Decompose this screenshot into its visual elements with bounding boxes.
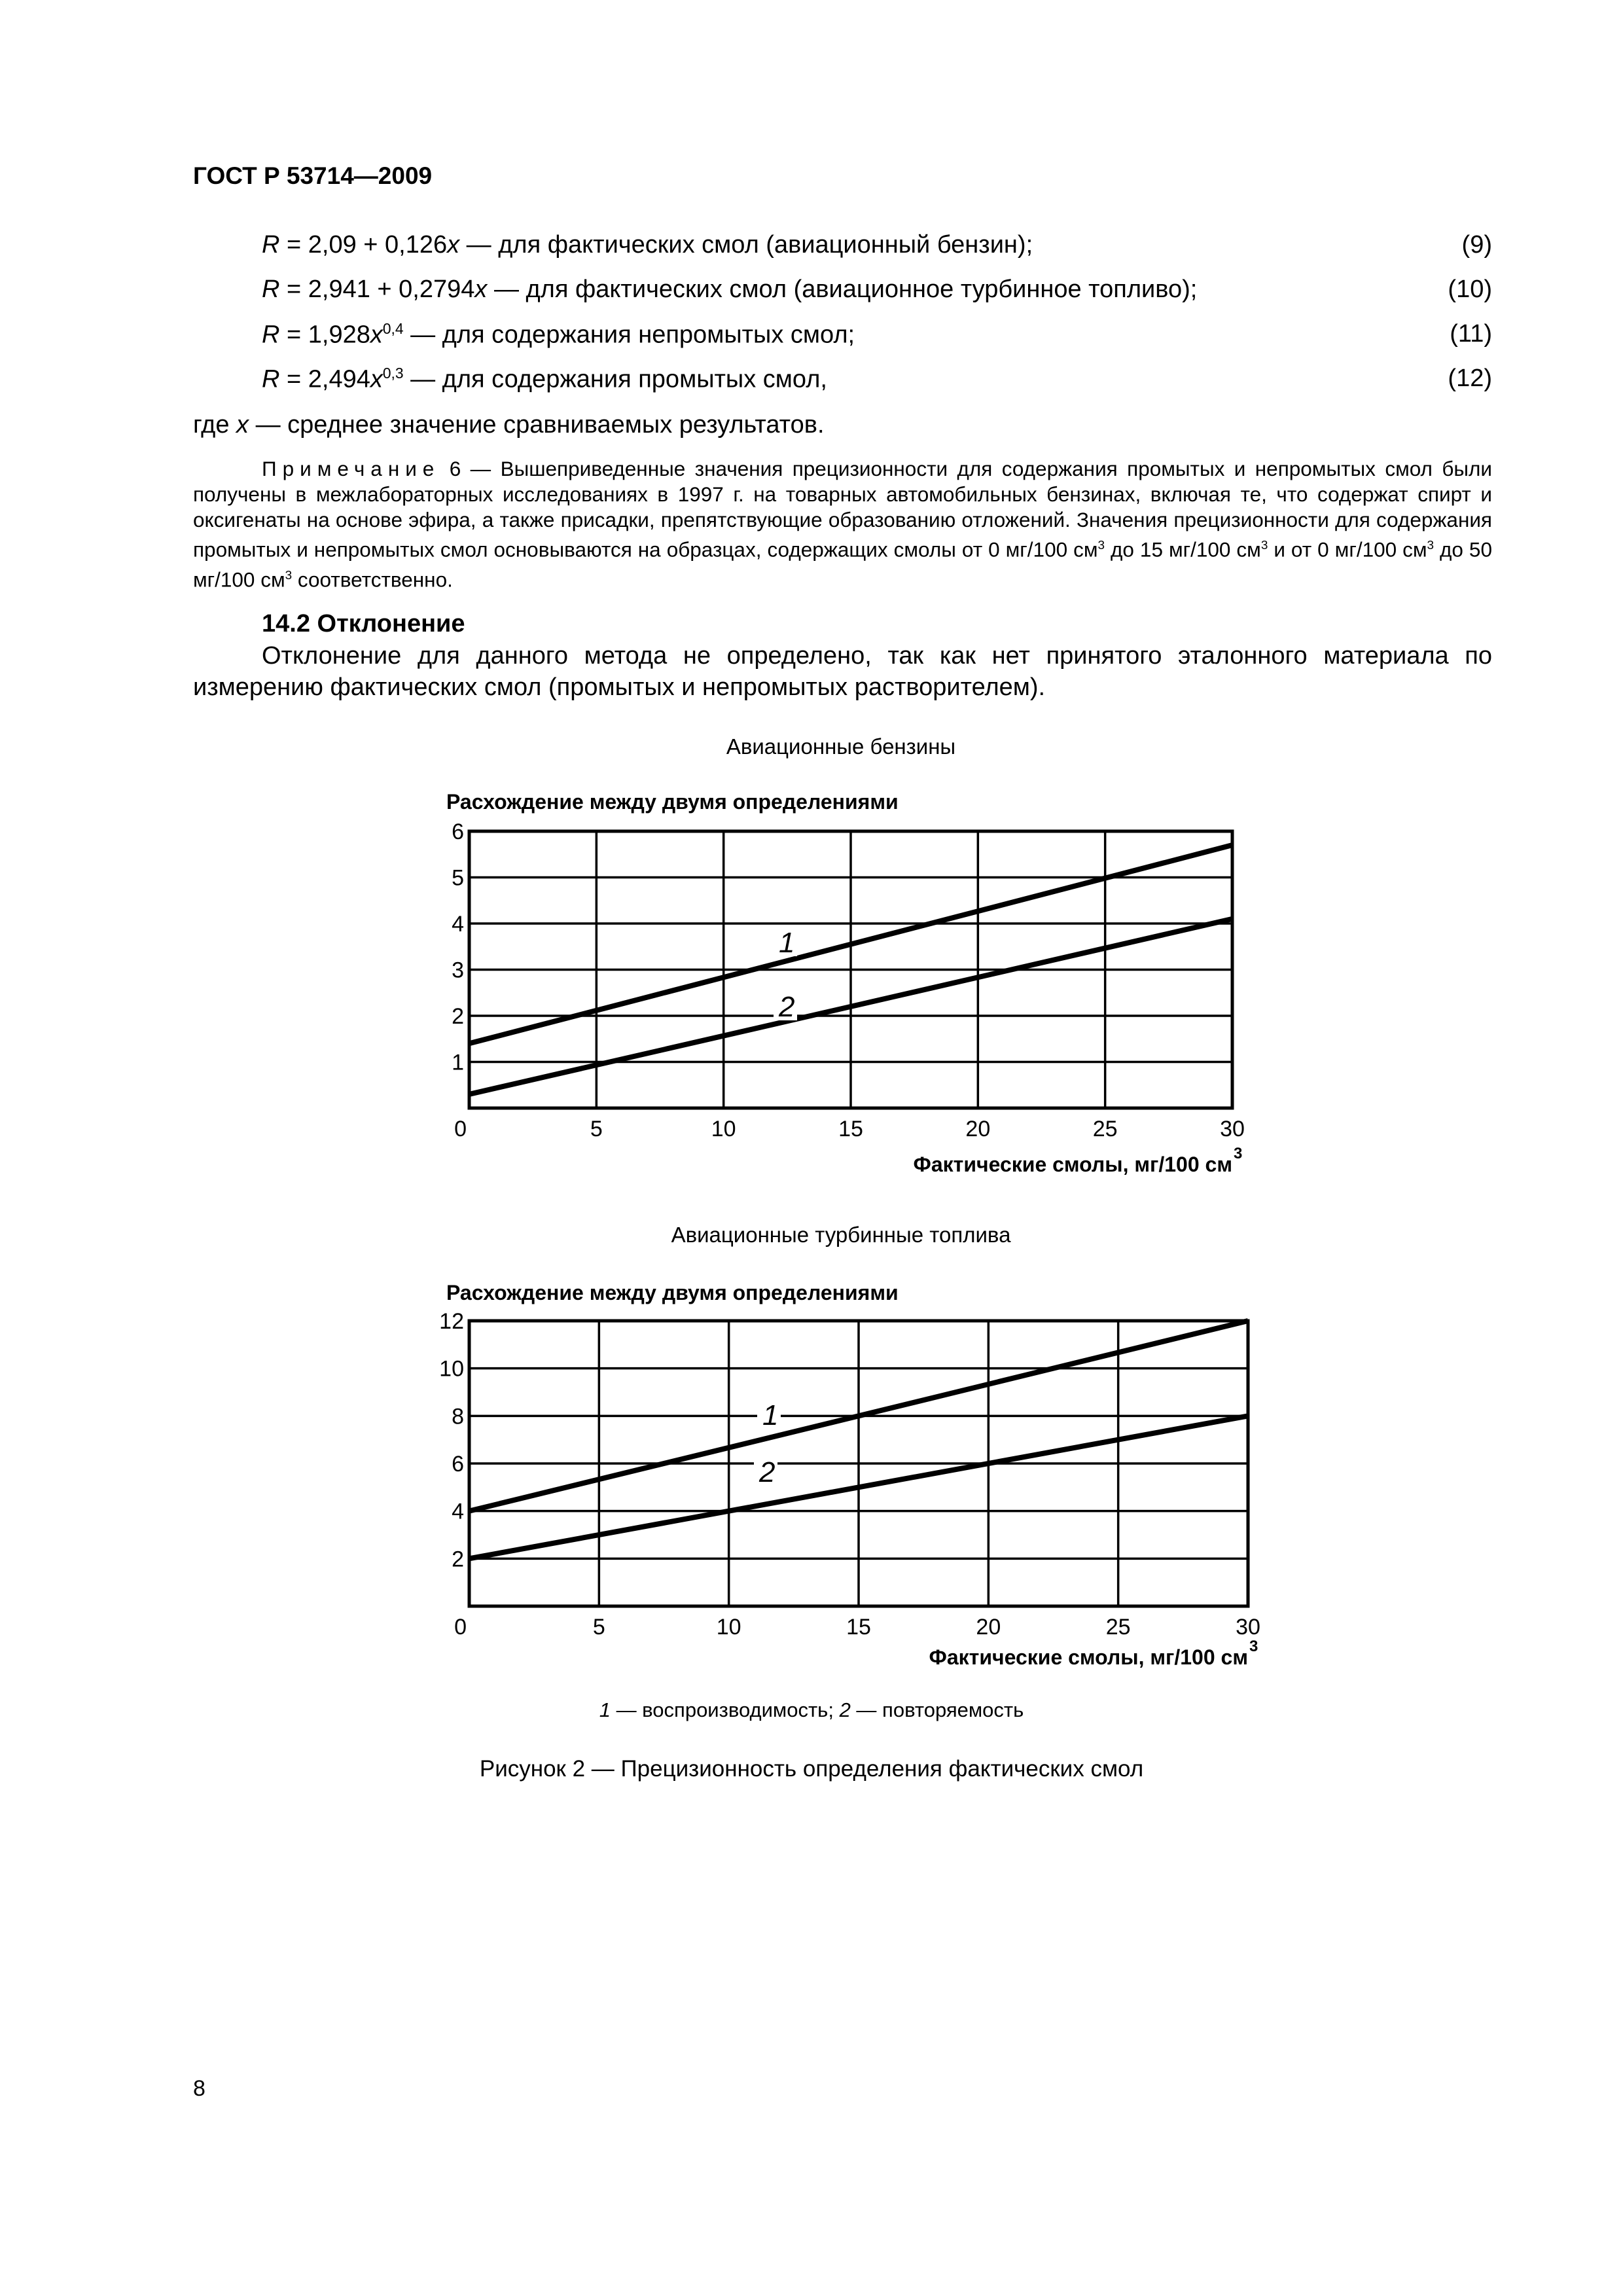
- figure-caption: Рисунок 2 — Прецизионность определения фактических смол: [479, 1756, 1144, 1782]
- y-tick-label: 5: [452, 865, 464, 891]
- y-axis-label: Расхождение между двумя определениями: [446, 790, 899, 814]
- x-tick-label: 20: [976, 1615, 1001, 1640]
- formula-expression: R = 2,941 + 0,2794x — для фактических смол (авиационное турбинное топливо);: [262, 276, 1198, 303]
- x-tick-label: 5: [592, 1615, 605, 1640]
- x-tick-label: 25: [1105, 1615, 1131, 1640]
- series-label-2: 2: [779, 991, 795, 1023]
- x-tick-label: 15: [838, 1117, 863, 1141]
- formula-number: (11): [1450, 320, 1492, 348]
- x-axis-label: Фактические смолы, мг/100 см: [929, 1645, 1248, 1669]
- x-tick-label: 20: [965, 1117, 991, 1141]
- x-tick-label: 0: [454, 1615, 467, 1640]
- series-label-2: 2: [759, 1456, 776, 1488]
- y-tick-label: 3: [452, 958, 464, 983]
- x-tick-label: 15: [846, 1615, 871, 1640]
- formula-number: (12): [1448, 365, 1492, 392]
- y-tick-label: 10: [439, 1356, 464, 1382]
- page-number: 8: [193, 2076, 205, 2101]
- y-tick-label: 4: [452, 912, 464, 937]
- x-axis-label-superscript: 3: [1249, 1638, 1258, 1655]
- formula-expression: $R = 2,494x^{0,3}$ — для содержания промытых смол,: [262, 365, 827, 393]
- series-label-1: 1: [762, 1399, 779, 1431]
- formula-expression: R = 2,09 + 0,126x — для фактических смол (авиационный бензин);: [262, 231, 1033, 259]
- x-tick-label: 10: [711, 1117, 736, 1141]
- y-tick-label: 4: [452, 1499, 464, 1524]
- y-axis-label: Расхождение между двумя определениями: [446, 1281, 899, 1304]
- y-tick-label: 2: [452, 1004, 464, 1029]
- x-tick-label: 30: [1220, 1117, 1245, 1141]
- formula-number: (10): [1448, 276, 1492, 303]
- chart-title-gasoline: Авиационные бензины: [726, 734, 956, 759]
- where-clause: где x — среднее значение сравниваемых результатов.: [193, 411, 825, 439]
- x-tick-label: 25: [1092, 1117, 1118, 1141]
- x-tick-label: 5: [590, 1117, 603, 1141]
- y-tick-label: 1: [452, 1050, 464, 1075]
- x-tick-label: 10: [716, 1615, 741, 1640]
- note-paragraph: Примечание 6 — Вышеприведенные значения прецизионности для содержания промытых и непромытых смол были получены в межлабораторных исследованиях в 1997 г. на товарных автомобильных бензинах, включая те, что содержат спирт и оксигенаты на основе эфира, а также присадки, препятствующие образованию отложений. Значения прецизионности для содержания промытых и непромытых смол основываются на образцах, содержащих смолы от 0 мг/100 $см^3$ до 15 мг/100 $см^3$ и от 0 мг/100 $см^3$ до 50 мг/100 $см^3$ соответственно.: [193, 457, 1492, 591]
- chart-title-jet-fuel: Авиационные турбинные топлива: [671, 1223, 1011, 1247]
- formula-number: (9): [1461, 231, 1492, 259]
- y-tick-label: 2: [452, 1547, 464, 1572]
- x-tick-label: 30: [1236, 1615, 1260, 1640]
- x-tick-label: 0: [454, 1117, 467, 1141]
- y-tick-label: 6: [452, 819, 464, 844]
- y-tick-label: 12: [439, 1309, 464, 1334]
- y-tick-label: 8: [452, 1404, 464, 1429]
- figure-legend: 1 — воспроизводимость; 2 — повторяемость: [599, 1698, 1024, 1721]
- note-label: Примечание: [262, 457, 440, 480]
- x-axis-label-superscript: 3: [1234, 1145, 1243, 1162]
- section-text: Отклонение для данного метода не определено, так как нет принятого эталонного материала по измерению фактических смол (промытых и непромытых растворителем).: [193, 642, 1492, 701]
- document-header: ГОСТ Р 53714—2009: [193, 162, 433, 189]
- y-tick-label: 6: [452, 1452, 464, 1477]
- formula-expression: $R = 1,928x^{0,4}$ — для содержания непромытых смол;: [262, 320, 855, 349]
- x-axis-label: Фактические смолы, мг/100 см: [913, 1153, 1232, 1176]
- series-label-1: 1: [779, 927, 795, 959]
- section-title: 14.2 Отклонение: [262, 610, 465, 637]
